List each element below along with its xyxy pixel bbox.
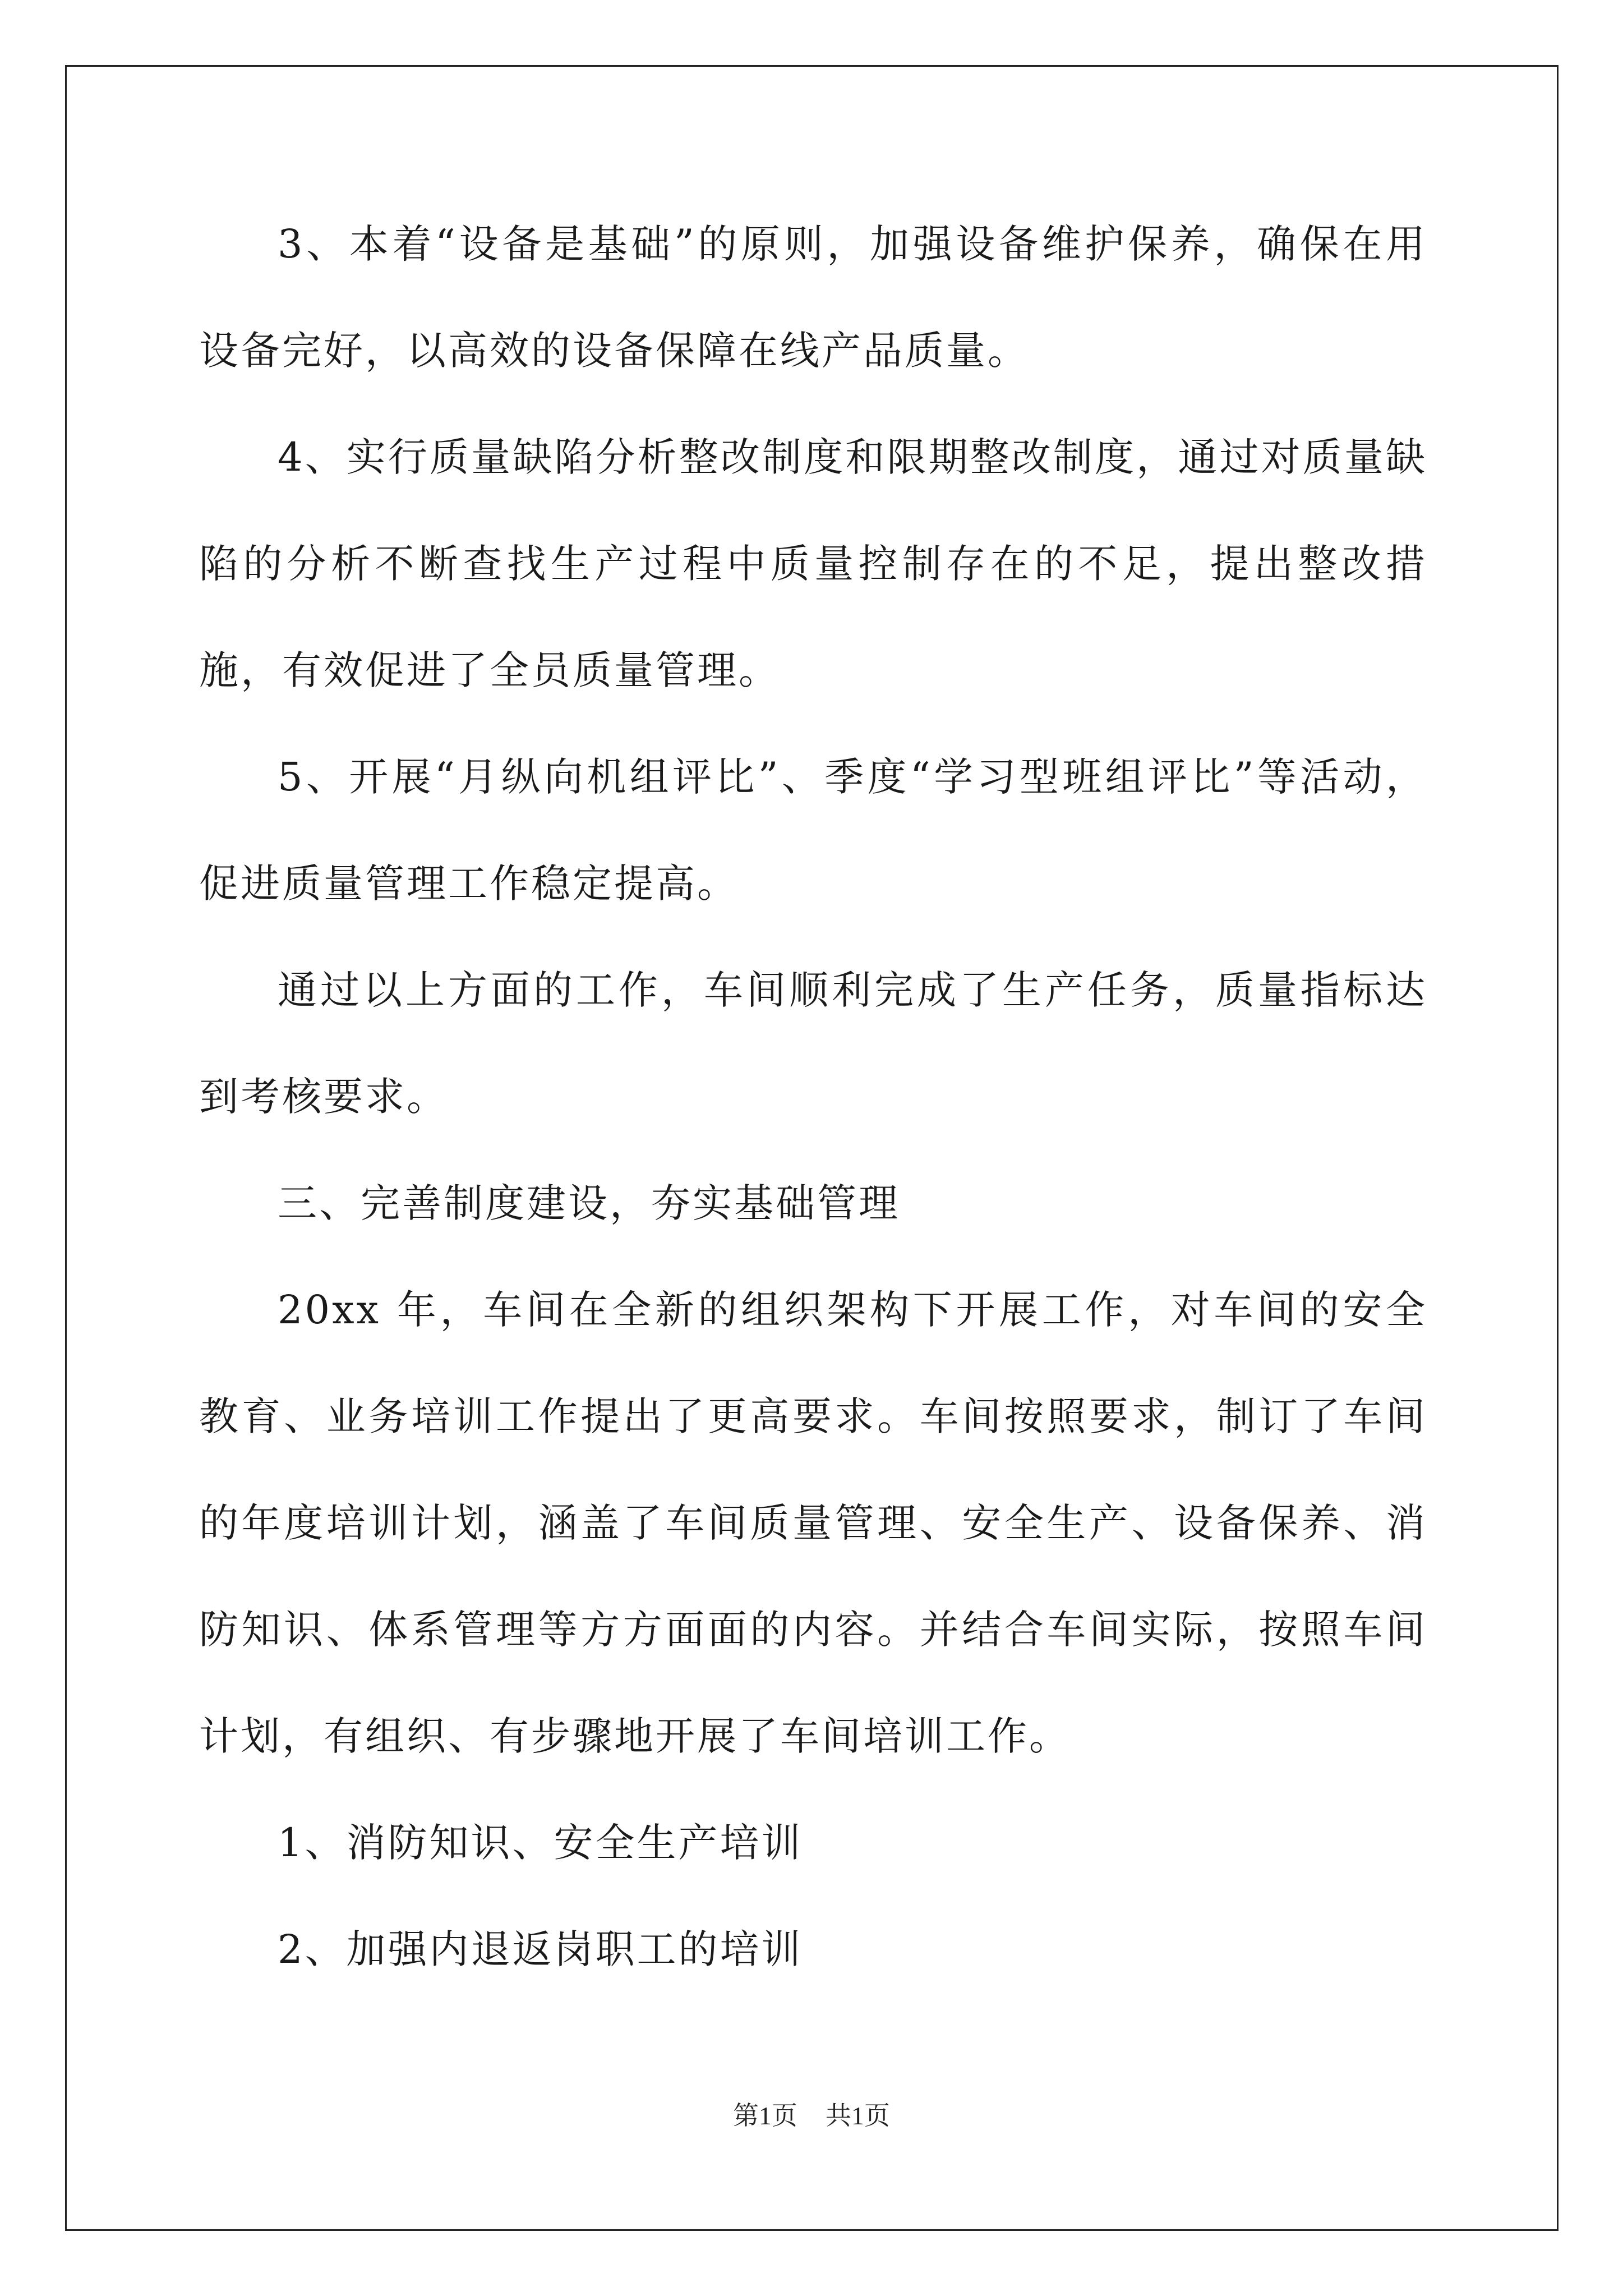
- list-item-training-1: 1、消防知识、安全生产培训: [278, 1820, 803, 1866]
- section-heading: 三、完善制度建设，夯实基础管理: [278, 1180, 900, 1226]
- page-footer: [0, 2095, 1623, 2132]
- page-number-total: 共1页: [826, 2101, 890, 2130]
- list-item-training-2: 2、加强内退返岗职工的培训: [278, 1926, 803, 1972]
- page-number-current: 第1页: [733, 2101, 797, 2130]
- paragraph-item-3: 3、本着“设备是基础”的原则，加强设备维护保养，确保在用设备完好，以高效的设备保障在线产品质量。: [199, 221, 1427, 374]
- paragraph-training: 20xx 年，车间在全新的组织架构下开展工作，对车间的安全教育、业务培训工作提出了更高要求。车间按照要求，制订了车间的年度培训计划，涵盖了车间质量管理、安全生产、设备保养、消防知识、体系管理等方方面面的内容。并结合车间实际，按照车间计划，有组织、有步骤地开展了车间培训工作。: [199, 1287, 1427, 1759]
- paragraph-summary: 通过以上方面的工作，车间顺利完成了生产任务，质量指标达到考核要求。: [199, 967, 1427, 1120]
- paragraph-item-4: 4、实行质量缺陷分析整改制度和限期整改制度，通过对质量缺陷的分析不断查找生产过程中质量控制存在的不足，提出整改措施，有效促进了全员质量管理。: [199, 434, 1427, 693]
- paragraph-item-5: 5、开展“月纵向机组评比”、季度“学习型班组评比”等活动，促进质量管理工作稳定提高。: [199, 754, 1427, 907]
- document-body: [199, 191, 1427, 2003]
